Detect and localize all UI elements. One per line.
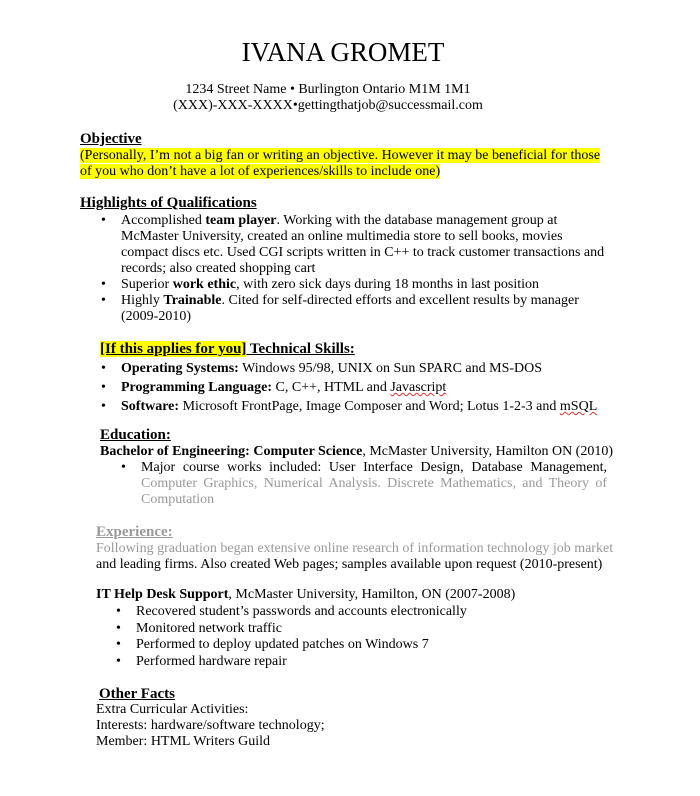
list-item: • Software: Microsoft FrontPage, Image Composer and Word; Lotus 1-2-3 and mSQL <box>121 397 621 416</box>
education-heading: Education: <box>100 427 171 443</box>
tech-list <box>121 359 621 416</box>
objective-body: (Personally, I’m not a big fan or writing an objective. However it may be beneficial for those of you who don’t have a lot of experiences/skills to include one) <box>80 148 601 179</box>
list-item: • Recovered student’s passwords and accounts electronically <box>136 604 586 621</box>
list-item: • Operating Systems: Windows 95/98, UNIX on Sun SPARC and MS-DOS <box>121 359 621 378</box>
list-item: • Major course works included: User Interface Design, Database Management, Computer Graphics, Numerical Analysis. Discrete Mathematics, and Theory of Computation <box>141 460 607 508</box>
list-item: • Performed to deploy updated patches on Windows 7 <box>136 637 586 654</box>
other-line: Interests: hardware/software technology; <box>96 718 325 733</box>
other-heading: Other Facts <box>99 686 175 702</box>
courses-list <box>141 460 607 508</box>
experience-line-2: and leading firms. Also created Web pages; samples available upon request (2010-present) <box>96 557 603 572</box>
highlights-heading: Highlights of Qualifications <box>80 195 257 211</box>
other-line: Extra Curricular Activities: <box>96 702 249 717</box>
highlights-list <box>121 213 609 325</box>
list-item: • Accomplished team player. Working with the database management group at McMaster University, created an online multimedia store to sell books, movies compact discs etc. Used CGI scripts written in C++ to track customer transactions and records; also created shopping cart <box>121 213 609 277</box>
resume-name: IVANA GROMET <box>241 37 445 67</box>
tech-heading: [If this applies for you] Technical Skills: <box>100 341 355 357</box>
job-title: IT Help Desk Support, McMaster University, Hamilton, ON (2007-2008) <box>96 587 516 602</box>
contact: (XXX)-XXX-XXXX•gettingthatjob@successmail.com <box>173 98 483 113</box>
address: 1234 Street Name • Burlington Ontario M1M 1M1 <box>185 82 471 97</box>
objective-heading: Objective <box>80 131 142 147</box>
degree: Bachelor of Engineering: Computer Science, McMaster University, Hamilton ON (2010) <box>100 444 614 459</box>
job-list <box>136 604 586 670</box>
list-item: • Performed hardware repair <box>136 654 586 671</box>
list-item: • Highly Trainable. Cited for self-directed efforts and excellent results by manager (2009-2010) <box>121 293 609 325</box>
experience-line-1: Following graduation began extensive online research of information technology job market <box>96 541 614 556</box>
list-item: • Programming Language: C, C++, HTML and Javascript <box>121 378 621 397</box>
list-item: • Monitored network traffic <box>136 621 586 638</box>
list-item: • Superior work ethic, with zero sick days during 18 months in last position <box>121 277 609 293</box>
other-line: Member: HTML Writers Guild <box>96 734 271 749</box>
experience-heading: Experience: <box>96 524 173 540</box>
objective-text <box>80 148 605 180</box>
